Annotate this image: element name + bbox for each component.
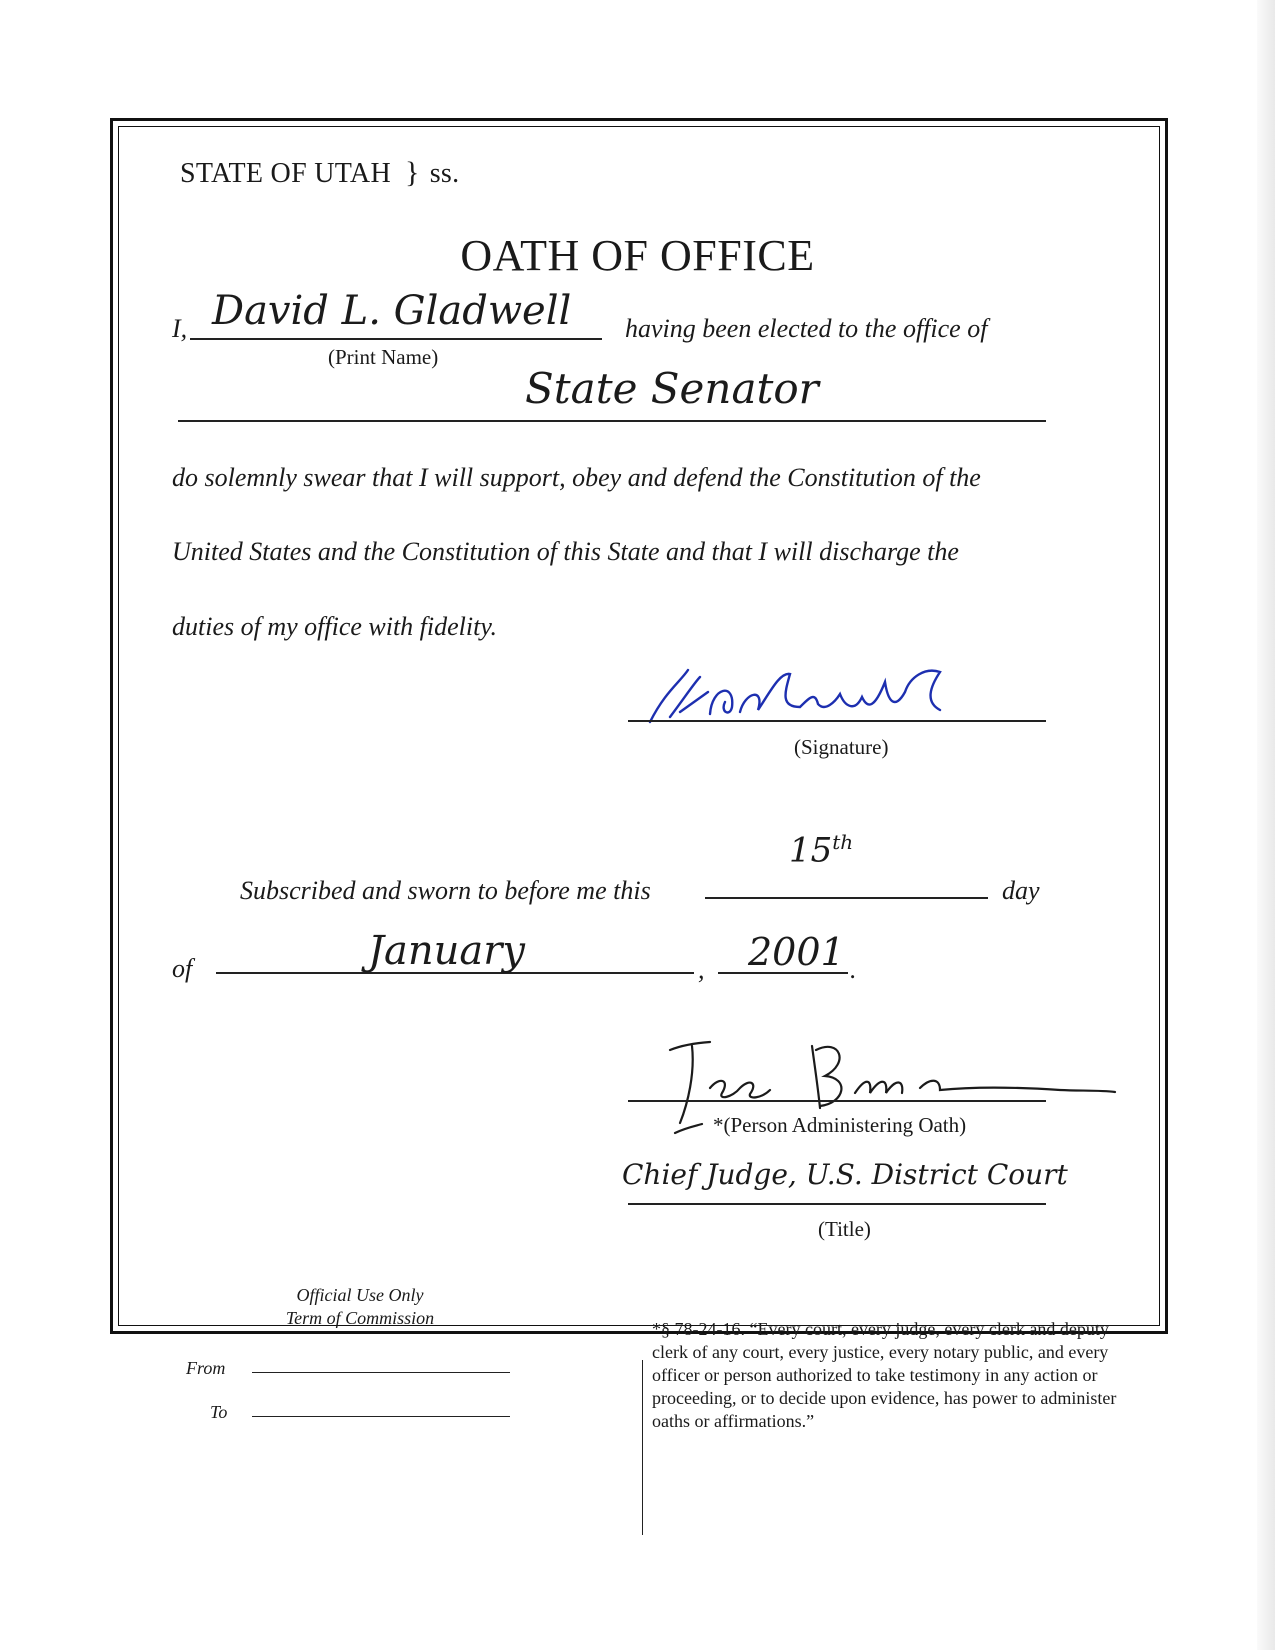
- administrator-caption: *(Person Administering Oath): [713, 1113, 967, 1137]
- administrator-line: [628, 1100, 1046, 1102]
- handwritten-year: 2001: [748, 930, 845, 974]
- term-of-commission-heading: Term of Commission: [285, 1308, 435, 1328]
- venue-state: STATE OF UTAH: [180, 158, 391, 189]
- from-line[interactable]: [252, 1372, 510, 1373]
- elected-text: having been elected to the office of: [625, 314, 988, 343]
- subscribed-text: Subscribed and sworn to before me this: [240, 876, 651, 905]
- official-use-heading: Official Use Only: [296, 1285, 424, 1305]
- handwritten-title: Chief Judge, U.S. District Court: [622, 1158, 1068, 1191]
- handwritten-office: State Senator: [525, 364, 819, 413]
- handwritten-name: David L. Gladwell: [212, 288, 572, 334]
- office-line: [178, 420, 1046, 422]
- print-name-line: [190, 338, 602, 340]
- handwritten-day-number: 15: [789, 830, 833, 871]
- title-line: [628, 1203, 1046, 1205]
- to-line[interactable]: [252, 1416, 510, 1417]
- day-line: [705, 897, 988, 899]
- footer-divider: [642, 1360, 643, 1535]
- from-label: From: [186, 1358, 226, 1378]
- signature-caption: (Signature): [794, 735, 889, 759]
- oath-paragraph-line-2: United States and the Constitution of this State and that I will discharge the: [172, 537, 959, 566]
- signature-line: [628, 720, 1046, 722]
- handwritten-month: January: [368, 928, 525, 974]
- print-name-caption: (Print Name): [328, 345, 439, 369]
- venue-brace: }: [404, 156, 420, 189]
- statute-text: *§ 78-24-16. “Every court, every judge, every clerk and deputy clerk of any court, every justice, every notary public, and every officer or person authorized to take testimony in any action or proceeding, or to decide upon evidence, has power to administer oaths or affirmations.”: [652, 1319, 1117, 1431]
- comma: ,: [698, 955, 705, 984]
- oath-paragraph-line-3: duties of my office with fidelity.: [172, 612, 497, 641]
- venue-line: [180, 156, 459, 190]
- oath-prefix: I,: [172, 314, 188, 343]
- day-word: day: [1002, 876, 1040, 905]
- title-caption: (Title): [818, 1217, 871, 1241]
- affiant-signature: [640, 662, 1000, 742]
- handwritten-day-suffix: th: [832, 830, 854, 854]
- to-label: To: [210, 1402, 228, 1422]
- period: .: [850, 955, 857, 984]
- oath-paragraph-line-1: do solemnly swear that I will support, obey and defend the Constitution of the: [172, 463, 981, 492]
- handwritten-day: [789, 830, 853, 870]
- document-title: OATH OF OFFICE: [460, 231, 815, 280]
- venue-ss: ss.: [429, 158, 460, 189]
- of-word: of: [172, 954, 193, 983]
